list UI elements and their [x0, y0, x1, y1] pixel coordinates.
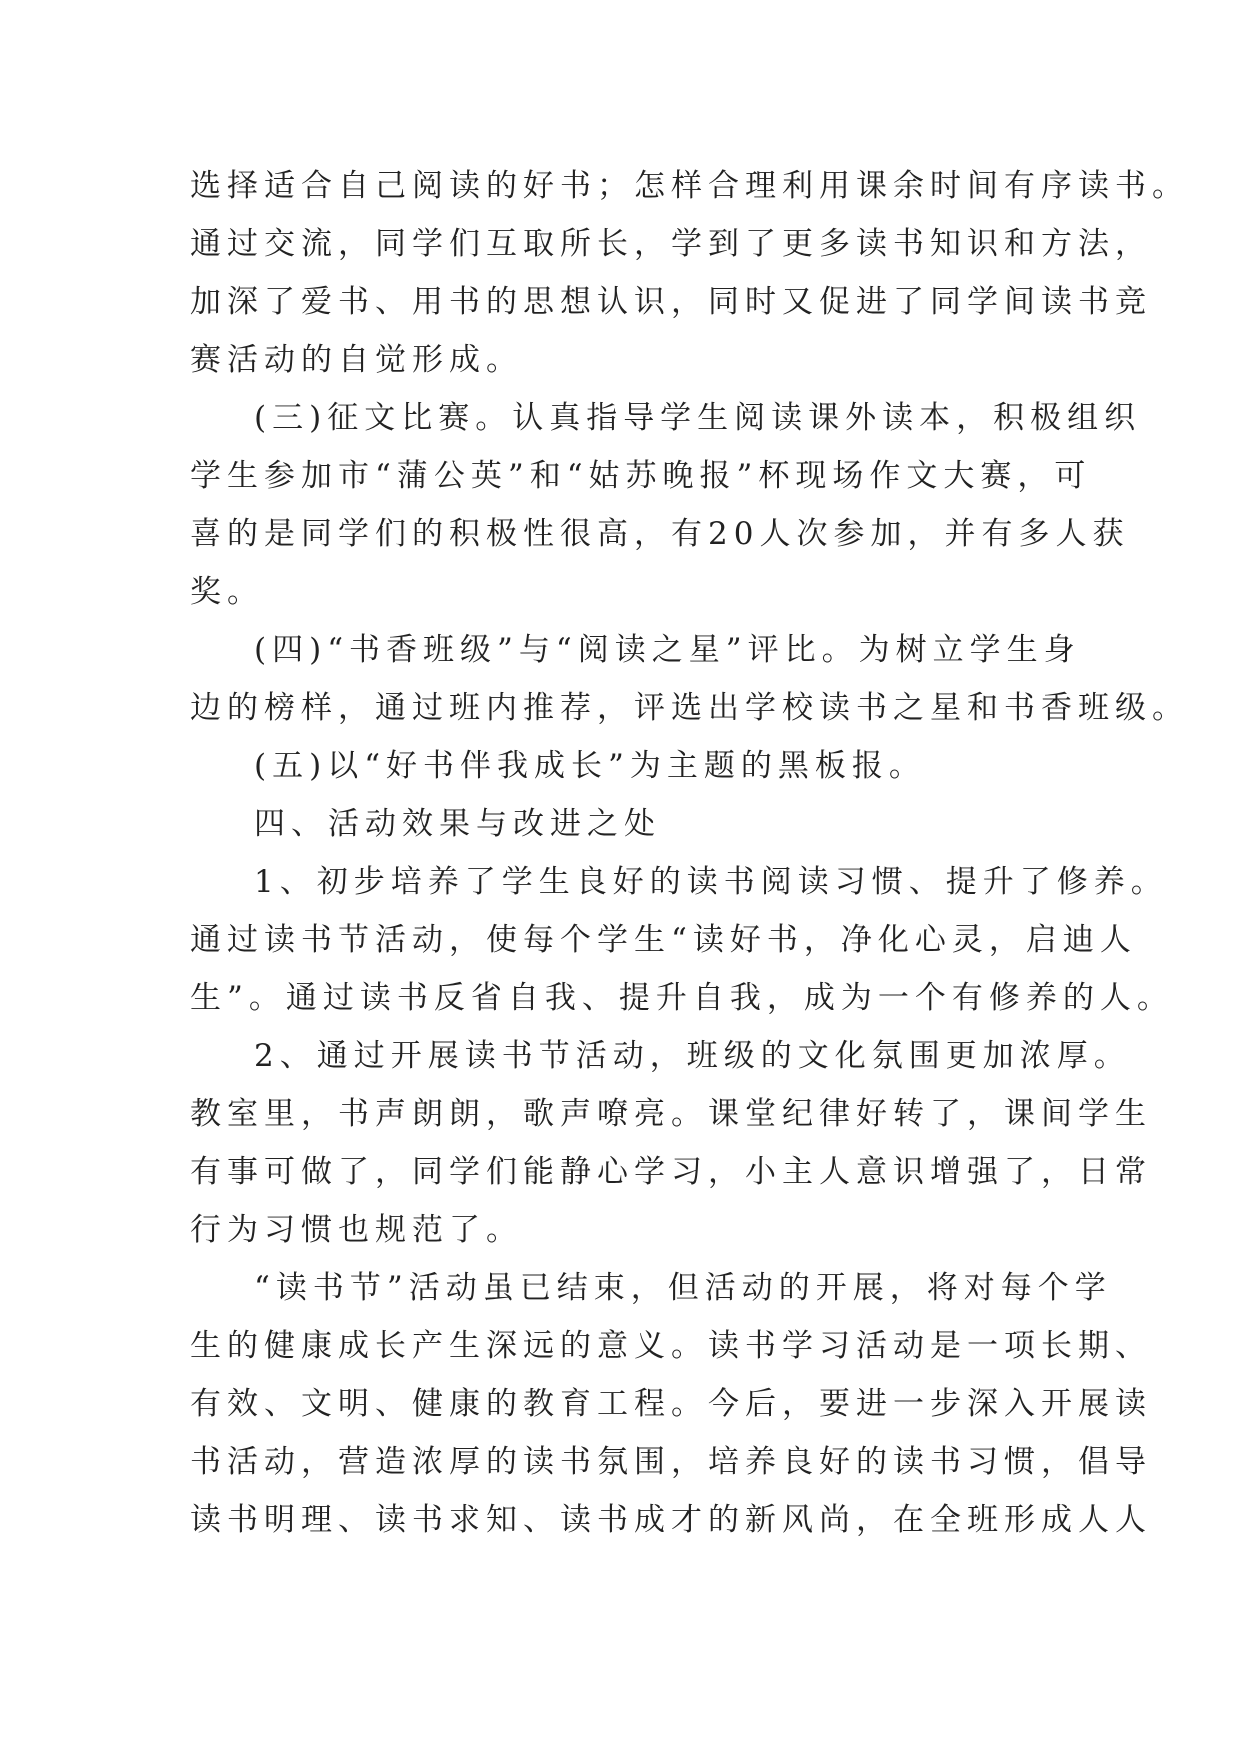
text-line: 生”。通过读书反省自我、提升自我，成为一个有修养的人。	[190, 980, 1174, 1016]
section-heading: 四、活动效果与改进之处	[254, 806, 661, 842]
text-line: 通过交流，同学们互取所长，学到了更多读书知识和方法，	[190, 226, 1152, 262]
text-line: (五)以“好书伴我成长”为主题的黑板报。	[254, 748, 926, 784]
text-line: 加深了爱书、用书的思想认识，同时又促进了同学间读书竞	[190, 284, 1152, 320]
text-line: “读书节”活动虽已结束，但活动的开展，将对每个学	[254, 1270, 1112, 1306]
text-line: 读书明理、读书求知、读书成才的新风尚，在全班形成人人	[190, 1502, 1152, 1538]
text-line: 生的健康成长产生深远的意义。读书学习活动是一项长期、	[190, 1328, 1152, 1364]
text-line: 有效、文明、健康的教育工程。今后，要进一步深入开展读	[190, 1386, 1152, 1422]
text-line: 赛活动的自觉形成。	[190, 342, 523, 378]
text-line: 喜的是同学们的积极性很高，有20人次参加，并有多人获	[190, 516, 1130, 552]
text-line: 奖。	[190, 574, 264, 610]
text-line: 有事可做了，同学们能静心学习，小主人意识增强了，日常	[190, 1154, 1152, 1190]
text-line: (三)征文比赛。认真指导学生阅读课外读本，积极组织	[254, 400, 1142, 436]
text-line: 选择适合自己阅读的好书；怎样合理利用课余时间有序读书。	[190, 168, 1189, 204]
text-line: 教室里，书声朗朗，歌声嘹亮。课堂纪律好转了，课间学生	[190, 1096, 1152, 1132]
text-line: 行为习惯也规范了。	[190, 1212, 523, 1248]
text-line: 边的榜样，通过班内推荐，评选出学校读书之星和书香班级。	[190, 690, 1189, 726]
text-line: 学生参加市“蒲公英”和“姑苏晚报”杯现场作文大赛，可	[190, 458, 1092, 494]
document-body	[190, 157, 1189, 1549]
text-line: (四)“书香班级”与“阅读之星”评比。为树立学生身	[254, 632, 1081, 668]
text-line: 书活动，营造浓厚的读书氛围，培养良好的读书习惯，倡导	[190, 1444, 1152, 1480]
text-line: 1、初步培养了学生良好的读书阅读习惯、提升了修养。	[254, 864, 1168, 900]
text-line: 2、通过开展读书节活动，班级的文化氛围更加浓厚。	[254, 1038, 1131, 1074]
text-line: 通过读书节活动，使每个学生“读好书，净化心灵，启迪人	[190, 922, 1137, 958]
